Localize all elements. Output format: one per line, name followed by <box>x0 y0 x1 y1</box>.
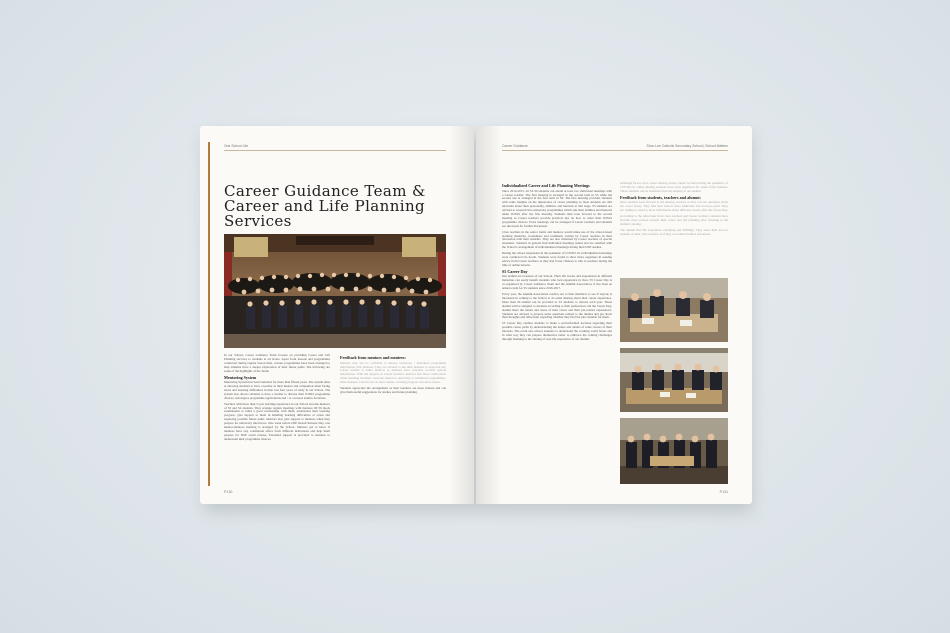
photo-meeting-1 <box>620 278 728 342</box>
section-body-feedback-alumni: Most students look forward to the sharing sessions as they can ask questions about the career freely. They find their seniors more admirable and down-to-earth. They are willing to seek for more information about different careers after the Career Day. <box>620 200 728 213</box>
right-column-2 <box>620 182 728 239</box>
left-column-2 <box>340 354 446 397</box>
section-body-feedback-alumni-3: The alumni find the experience satisfying and fulfilling. They show their love to students as their class teachers as if they were their brothers and sisters. <box>620 227 728 236</box>
group-photo-image <box>224 234 446 348</box>
title-line-2: Career and Life Planning <box>224 197 426 215</box>
header-rule-left <box>224 150 446 151</box>
photo-meeting-2 <box>620 348 728 412</box>
open-booklet <box>200 126 754 508</box>
section-body-career-day-2: Every year, the Alumni Association reaches out to their members to see if anyone is interested in coming to the School to do some sharing about their career experience. More than 20 alumni can be provided to S5 students to discuss each year. Those alumni will be assigned to students according to their preferences. On the Career Day, alumni share the nature and stress of their career and their job-related experiences. Students are advised to prepare some questions related to the themes and get down their thoughts and reflections regarding whether they find the jobs suitable for them. <box>502 292 612 320</box>
section-body-mentoring: Mentoring System has been launched for more than fifteen years. The system aims at allowing students to have a teacher as their mentor and companion when facing stress and learning difficulties in their last four years of study in our School. The system also allows students to have a teacher to discuss their JUPAS programme choices, sub-degree programme applications and / or overseas studies decisions. <box>224 380 330 400</box>
section-body-feedback-alumni-2: According to the reflections from class teachers and Career teachers, students have become more serious towards their career and life planning after listening to the alumni's sharing. <box>620 214 728 226</box>
section-heading-mentoring: Mentoring System <box>224 374 257 380</box>
running-header-left: One School Life <box>224 144 249 148</box>
header-rule-right <box>502 150 728 151</box>
photo-meeting-3-image <box>620 418 728 484</box>
section-body-feedback: Mentors may not be confident to discuss university / institution programme information with mentees. They are advised to ask their mentees to approach any Career teacher if either mentors or mentees have concerns towards upload information. With the support of Career teachers, mentors feel more comfortable while handling students' concerns related to university or institution programmes. Most mentees would focus on their studies, learning progress and stress issues. <box>340 360 446 385</box>
section-body-mentoring-2: Teachers with more than 3 year teaching experience in our School become mentors of S3 and S4 students. They arrange regular meetings with mentees till S6 mock examination to build a good relationship with them, understand their learning progress, give support to them in handling learning difficulties or stress and exploring possible future paths. Mentors also give support to mentees when they prepare for university interviews. One week before DSE Result Release Day, one mentor-mentees meeting is arranged by the School. Mentors get to know if mentees have any conditional offers from different institutions and help them prepare for DSE result release. Extended support is provided to mentees to understand their programme choices. <box>224 401 330 441</box>
left-column-1 <box>224 354 330 444</box>
right-page <box>476 126 752 504</box>
left-gutter-shade <box>448 126 474 504</box>
section-body-career-day: Our alumni are treasures of our School. Their life stories and experiences in different industries can easily benefit students who lack experience in lives. S5 Career Day is co-organized by Career Guidance Team and the Alumni Association. It has been an annual event for S5 students since 2016-2017. <box>502 274 612 291</box>
title-line-3: Services <box>224 212 292 230</box>
right-column-1 <box>502 182 612 344</box>
section-heading-feedback: Feedback from mentors and mentees: <box>340 355 406 360</box>
photo-meeting-1-image <box>620 278 728 342</box>
right-gutter-shade <box>476 126 502 504</box>
photo-meeting-2-image <box>620 348 728 412</box>
section-body-online-sharing: Although face-to-face career sharing events cannot be held during the pandemic of COVID-19, online sharing sessions have been organized for senior form students. Those students can be benefited from the sharing of our alumni. <box>620 181 728 193</box>
title-line-1: Career Guidance Team & <box>224 182 426 200</box>
running-header-right-a: Career Guidance <box>502 144 528 148</box>
page-number-left: P.130 <box>224 490 233 494</box>
left-page <box>200 126 474 504</box>
intro-paragraph: In our School, Career Guidance Team focuses on providing Career and Life Planning services to students at all levels. Apart from lessons and programmes conducted during regular lesson time, various programmes have been arranged to help students have a deeper exploration of their future paths. The following are some of the highlights of the Team: <box>224 353 330 373</box>
section-heading-career-day: S5 Career Day <box>502 268 528 274</box>
section-body-individual-meetings-3: During the school suspension in the pandemic of COVID-19, individualized meetings were conducted via Zoom. Students were found to show more eagerness in seeking advice from Career teachers as they had fewer chances to talk to teachers during the time of online lessons. <box>502 251 612 267</box>
section-heading-individual-meetings: Individualized Career and Life Planning Meetings <box>502 183 590 188</box>
section-body-individual-meetings-2: Class teachers in the senior forms and mentors would make use of the school-based learning materials, worksheets and comments written by Career teachers in their discussion with their students. They are also informed by Career teachers of special situations. Students in general find individual meetings useful and are satisfied with the School's arrangement of individualized meetings during their DSE studies. <box>502 229 612 250</box>
section-body-feedback-2: Students appreciate the arrangement as their teachers are more mature and can give them useful suggestions for studies and future planning. <box>340 386 446 394</box>
section-heading-feedback-alumni: Feedback from students, teachers and alumni: <box>620 194 701 200</box>
photo-meeting-3 <box>620 418 728 484</box>
accent-bar <box>208 142 210 486</box>
section-body-individual-meetings: Since 2014-2015, all S3-S6 students can attend at least two individual meetings with a Career teacher. The first meeting is arranged in the second term in S5 while the second one is arranged in the first term in S6. The first meeting provides students with some insights on the importance of career planning as most students are still uncertain about their personality, abilities, and interests at that stage. S5 students are advised to research into university programmes which suit their abilities and interests under JUPAS after the first meeting. Students then look forward to the second meeting as Career teachers provide practical tips on how to order their JUPAS programme choices. Extra meetings can be arranged if Career teachers and students see the needs for further discussion. <box>502 188 612 228</box>
page-title <box>224 184 444 229</box>
page-number-right: P.131 <box>719 490 728 494</box>
running-header-right-b: Shun Lee Catholic Secondary School | School Matters <box>646 144 728 148</box>
group-photo <box>224 234 446 348</box>
section-body-career-day-3: S5 Career Day enables students to make a well-informed decision regarding their possible career paths by understanding the nature and details of some careers of their interests. The event also allows students to understand the working world better and in what way they can prepare themselves better to embrace the coming challenges through listening to the sharing of real-life experience of our alumni. <box>502 321 612 341</box>
